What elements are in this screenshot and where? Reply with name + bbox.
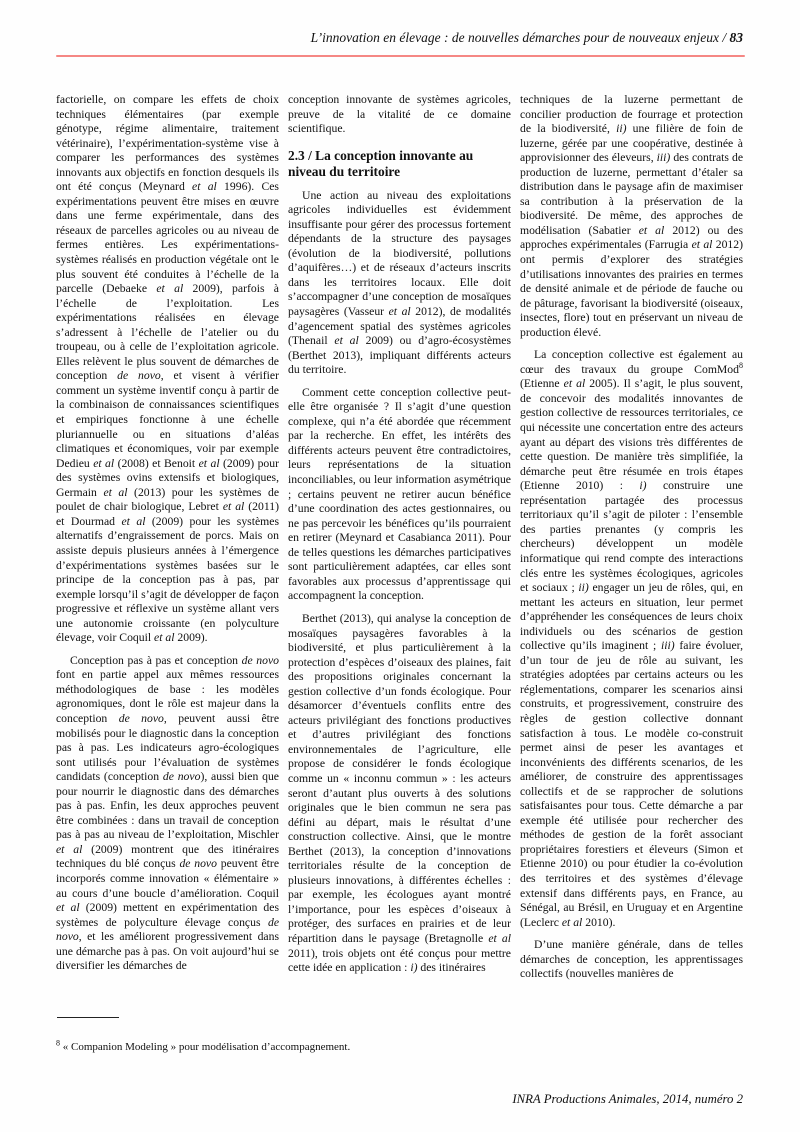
running-title: L’innovation en élevage : de nouvelles démarches pour de nouveaux enjeux / (310, 30, 730, 45)
paragraph: Comment cette conception collective peut-elle être organisée ? Il s’agit d’une question complexe, qui n’a été abordée que récemment par la recherche. En effet, les intérêts des différents acteurs peuvent être contradictoires, leurs représentations de la situation inconciliables, ou leur information asymétrique ; certains peuvent ne retirer aucun bénéfice d’une coordination des actes gestionnaires, ou ne pas percevoir les bénéfices qu’ils pourraient en retirer (Meynard et Casabianca 2011). Pour de telles questions les démarches participatives sont particulièrement adaptées, car elles sont favorables aux processus d’apprentissage qui accompagnent la conception. (288, 385, 511, 603)
paragraph: conception innovante de systèmes agricoles, preuve de la vitalité de ce domaine scientifique. (288, 93, 511, 136)
running-head (56, 30, 743, 46)
page-number: 83 (729, 30, 743, 45)
footnote-rule (57, 1017, 119, 1018)
footnote (56, 1040, 350, 1054)
text-columns (56, 93, 743, 982)
section-heading: 2.3 / La conception innovante au niveau du territoire (288, 147, 474, 180)
header-rule (56, 55, 745, 57)
paragraph: D’une manière générale, dans de telles démarches de conception, les apprentissages collectifs (nouvelles manières de (520, 938, 743, 981)
paragraph: factorielle, on compare les effets de choix techniques élémentaires (par exemple génotype, régime alimentaire, traitement vétérinaire), l’expérimentation-système vise à comparer les performances des systèmes innovants aux objectifs en fonction desquels ils ont été conçus (Meynard et al 1996). Ces expérimentations peuvent être mises en œuvre dans une ferme expérimentale, dans des réseaux de parcelles agricoles ou au niveau de fermes entières. Les expérimentations-systèmes réalisés en production végétale ont le plus souvent été conduites à l’échelle de la parcelle (Debaeke et al 2009), parfois à l’échelle de l’exploitation. Les expérimentations réalisées en élevage s’adressent à l’échelle de l’atelier ou du troupeau, ou à celle de l’exploitation agricole. Elles relèvent le plus souvent de démarches de conception de novo, et visent à vérifier comment un système inventif conçu à partir de la combinaison de connaissances scientifiques et empiriques fonctionne à une échelle pluriannuelle ou en situations d’aléas climatiques et économiques, voir par exemple Dedieu et al (2008) et Benoit et al (2009) pour des systèmes ovins extensifs et biologiques, Germain et al (2013) pour les systèmes de poulet de chair biologique, Lebret et al (2011) et Dourmad et al (2009) pour les systèmes alternatifs d’engraissement de porcs. Mais on assiste depuis plusieurs années à l’émergence d’expérimentations systèmes basées sur le principe de la conception pas à pas, par exemple lorsqu’il s’agit de développer de façon progressive et réflexive un système allant vers une autonomie croissante (en polyculture élevage, voir Coquil et al 2009). (56, 93, 280, 645)
footnote-text: « Companion Modeling » pour modélisation d’accompagnement. (60, 1041, 351, 1053)
journal-footer: INRA Productions Animales, 2014, numéro 2 (512, 1092, 743, 1106)
paragraph: Une action au niveau des exploitations agricoles individuelles est évidemment insuffisante pour gérer des processus fortement dépendants de la structure des paysages (évolution de la biodiversité, pollutions d’aquifères…) et de réseaux d’acteurs inscrits dans les territoires locaux. Elle doit s’accompagner d’une conception de mosaïques paysagères (Vasseur et al 2012), de modalités d’agencement spatial des systèmes agricoles (Thenail et al 2009) ou d’agro-écosystèmes (Berthet 2013), impliquant différents acteurs du territoire. (288, 188, 512, 377)
paragraph: techniques de la luzerne permettant de concilier production de fourrage et protection de la biodiversité, ii) une filière de foin de luzerne, gérée par une coopérative, destinée à approvisionner des éleveurs, iii) des contrats de production de luzerne, permettant d’étaler sa distribution dans le paysage afin de maximiser sa contribution à la préservation de la biodiversité. De même, des approches de modélisation (Sabatier et al 2012) ou des approches expérimentales (Farrugia et al 2012) ont permis d’explorer des stratégies d’utilisations innovantes des prairies en termes de densité animale et de période de fauche ou de pâturage, favorisant la biodiversité (oiseaux, insectes, flore) tout en préservant un niveau de production élevé. (520, 93, 744, 339)
footnote-marker: 8 (56, 1038, 60, 1048)
paragraph: Berthet (2013), qui analyse la conception de mosaïques paysagères favorables à la biodiversité, et plus particulièrement à la protection d’espèces d’oiseaux des plaines, fait des propositions originales concernant la gestion collective d’un fonds écologique. Pour désamorcer d’éventuels conflits entre des acteurs privilégiant des fonctions productives et d’autres privilégiant des fonctions environnementales de l’agriculture, elle propose de considérer le fonds écologique comme un « inconnu commun » : les acteurs seront d’autant plus ouverts à des solutions originales que le bien commun ne sera pas défini au départ, mais le résultat d’une construction collective. Ainsi, que le montre Berthet (2013), la conception d’innovations territoriales résulte de la conception de plusieurs innovations, à différentes échelles : par exemple, les écologues ayant montré l’importance, pour les espèces d’oiseaux à protéger, des surfaces en prairies et de leur répartition dans le paysage (Bretagnolle et al 2011), trois objets ont été conçus pour mettre cette idée en application : i) des itinéraires (288, 611, 511, 975)
paragraph: Conception pas à pas et conception de novo font en partie appel aux mêmes ressources méthodologiques de base : les modèles agronomiques, dont le rôle est majeur dans la conception de novo, peuvent aussi être mobilisés pour le diagnostic dans la conception pas à pas. Les indicateurs agro-écologiques sont utilisés pour l’évaluation de systèmes candidats (conception de novo), aussi bien que pour nourrir le diagnostic dans des démarches pas à pas. Enfin, les deux approches peuvent être combinées : dans un travail de conception pas à pas au niveau de l’exploitation, Mischler et al (2009) montrent que des itinéraires techniques du blé conçus de novo peuvent être incorporés comme innovation « élémentaire » au cours d’une boucle d’amélioration. Coquil et al (2009) mettent en expérimentation des systèmes de polyculture élevage conçus de novo, et les améliorent progressivement dans une démarche pas à pas. On voit aujourd’hui se diversifier les démarches de (56, 653, 280, 973)
column-1 (56, 93, 279, 982)
paragraph: La conception collective est également au cœur des travaux du groupe ComMod$^8$ (Etienne et al 2005). Il s’agit, le plus souvent, de concevoir des modalités innovantes de gestion collective de ressources territoriales, ce qui nécessite une concertation entre des acteurs ayant au départ des visions très différentes de cette question. De manière très simplifiée, la démarche peut être résumée en trois étapes (Etienne 2010) : i) construire une représentation partagée des processus territoriaux qu’il s’agit de piloter : l’ensemble des parties prenantes (y compris les chercheurs) développent un modèle informatique qui rend compte des interactions clés entre les systèmes écologiques, agricoles et sociaux ; ii) engager un jeu de rôles, qui, en mettant les acteurs en situation, leur permet d’appréhender les conséquences de leurs choix individuels ou des scénarios de gestion collective qu’ils imaginent ; iii) faire évoluer, d’un tour de jeu de rôle au suivant, les stratégies adoptées par certains acteurs ou les réglementations, comparer les scenarios ainsi construits, et progressivement, construire des règles de gestion collective donnant satisfaction à tous. Le modèle co-construit permet ainsi de peser les avantages et inconvénients des différents scenarios, de les améliorer, de construire des apprentissages collectifs et de se rapprocher de solutions satisfaisantes pour tous. Cette démarche a par exemple été utilisée pour rechercher des méthodes de gestion de la forêt associant propriétaires forestiers et éleveurs (Simon et Etienne 2010) ou pour étudier la co-évolution des territoires et des systèmes d’élevage extensif dans différents pays, en France, au Sénégal, au Brésil, en Uruguay et en Argentine (Leclerc et al 2010). (520, 348, 744, 929)
column-3 (520, 93, 743, 982)
column-2 (288, 93, 511, 982)
